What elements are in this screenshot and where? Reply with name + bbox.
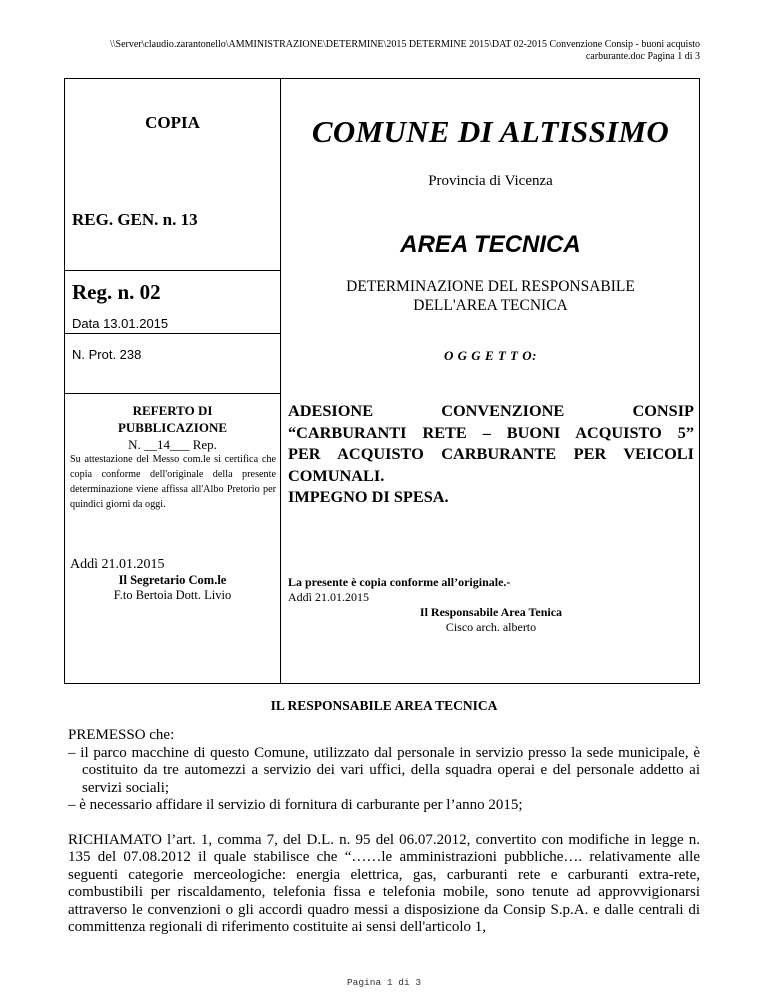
- referto-line-1: REFERTO DI: [132, 403, 213, 418]
- subject-line: ADESIONE CONVENZIONE CONSIP: [288, 401, 694, 420]
- richiamato-paragraph: RICHIAMATO l’art. 1, comma 7, del D.L. n. 95 del 06.07.2012, convertito con modifiche in legge n. 135 del 07.08.2012 il quale stabilisce che “……le amministrazioni pubbliche…. relativamente alle seguenti categorie merceologiche: energia elettrica, gas, carburanti rete e carburanti extra-rete, combustibili per riscaldamento, telefonia fissa e telefonia mobile, sono tenute ad approvvigionarsi attraverso le convenzioni o gli accordi quadro messi a disposizione da Consip S.p.A. e dalle centrali di committenza regionali di riferimento costituite ai sensi dell'articolo 1,: [68, 831, 700, 935]
- subject-line: IMPEGNO DI SPESA.: [288, 487, 449, 506]
- responsabile-name: Cisco arch. alberto: [445, 620, 537, 634]
- determinazione-line-2: DELL'AREA TECNICA: [413, 297, 568, 314]
- subject-line: “CARBURANTI RETE – BUONI ACQUISTO 5”: [288, 422, 694, 442]
- reg-gen-number: REG. GEN. n. 13: [72, 210, 198, 229]
- provincia: Provincia di Vicenza: [428, 173, 553, 189]
- document-path-header: [60, 39, 700, 63]
- copia-label: COPIA: [145, 113, 200, 132]
- segretario-block: [64, 573, 281, 603]
- area-tecnica-title: AREA TECNICA: [400, 231, 581, 258]
- document-body: [68, 727, 700, 937]
- referto-heading: [64, 402, 281, 436]
- referto-text: Su attestazione del Messo com.le si certifica che copia conforme dell'originale della presente determinazione viene affissa all'Albo Pretorio per quindici giorni da oggi.: [70, 454, 276, 510]
- segretario-title: Il Segretario Com.le: [118, 573, 227, 587]
- premesso-label: PREMESSO che:: [68, 727, 175, 743]
- referto-separator: [64, 393, 281, 394]
- conformity-statement: La presente è copia conforme all’originale.-: [288, 575, 511, 589]
- document-date: Data 13.01.2015: [72, 316, 169, 331]
- list-item: – è necessario affidare il servizio di fornitura di carburante per l’anno 2015;: [68, 797, 523, 813]
- section-title: IL RESPONSABILE AREA TECNICA: [270, 698, 498, 713]
- path-line-1: \\Server\claudio.zarantonello\AMMINISTRAZIONE\DETERMINE\2015 DETERMINE 2015\DAT 02-2015 Convenzione Consip - buoni acquisto: [109, 39, 700, 50]
- left-addi-date: Addì 21.01.2015: [70, 557, 165, 572]
- subject-line: COMUNALI.: [288, 465, 385, 485]
- referto-number: N. __14___ Rep.: [128, 437, 217, 452]
- responsabile-title: Il Responsabile Area Tenica: [419, 605, 563, 619]
- path-line-2: carburante.doc Pagina 1 di 3: [585, 51, 700, 62]
- list-item: – il parco macchine di questo Comune, utilizzato dal personale in servizio presso la sede municipale, è costituito da tre automezzi a servizio dei vari uffici, della squadra operai e del personale addetto ai servizi sociali;: [68, 744, 700, 796]
- responsabile-block: [288, 605, 694, 635]
- determinazione-line-1: DETERMINAZIONE DEL RESPONSABILE: [346, 278, 635, 295]
- referto-line-2: PUBBLICAZIONE: [117, 420, 228, 435]
- conformity-block: [288, 575, 694, 605]
- segretario-name: F.to Bertoia Dott. Livio: [113, 588, 232, 602]
- protocol-number: N. Prot. 238: [72, 347, 142, 362]
- subject-line: PER ACQUISTO CARBURANTE PER VEICOLI: [288, 444, 694, 463]
- oggetto-label: O G G E T T O:: [444, 348, 537, 363]
- page-footer: Pagina 1 di 3: [346, 977, 422, 988]
- determinazione-title: [281, 277, 700, 315]
- reg-number: Reg. n. 02: [72, 280, 161, 304]
- right-addi-date: Addì 21.01.2015: [288, 590, 369, 604]
- subject-block: [288, 400, 694, 508]
- comune-title: COMUNE DI ALTISSIMO: [311, 114, 670, 149]
